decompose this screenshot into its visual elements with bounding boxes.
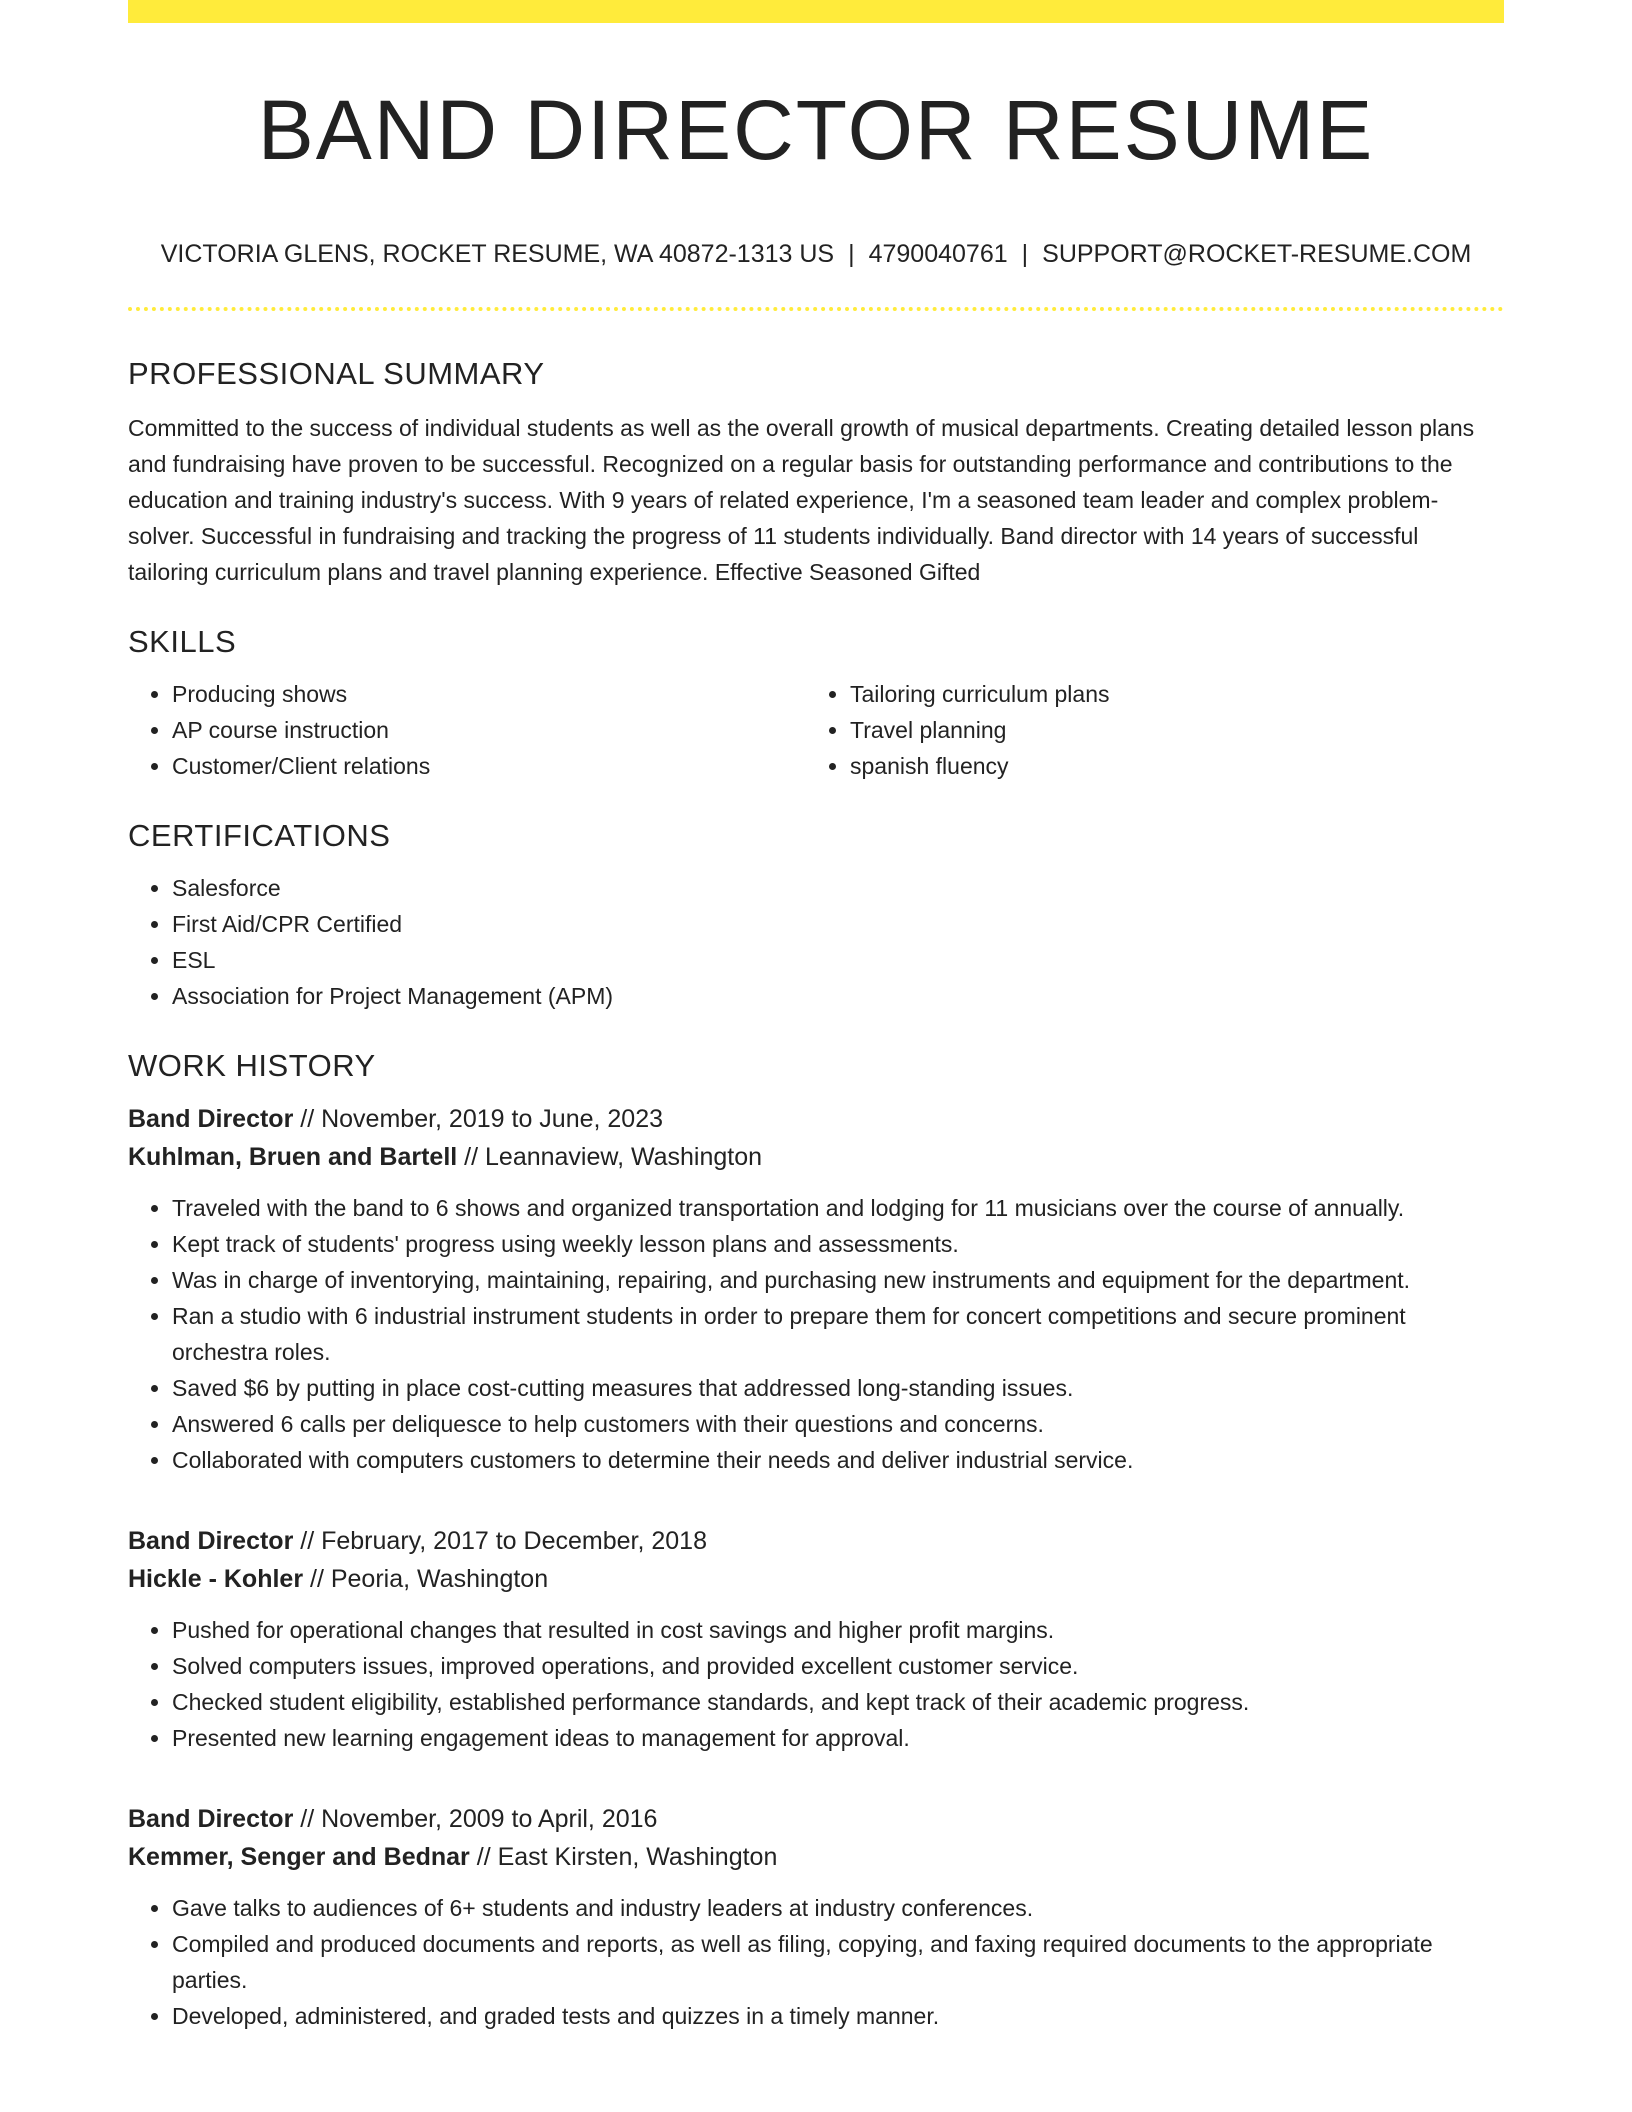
job-bullet: • Ran a studio with 6 industrial instrument students in order to prepare them for concert competitions and secure prominent orchestra roles. [172, 1298, 1504, 1370]
dotted-divider [128, 307, 1504, 311]
summary-heading: PROFESSIONAL SUMMARY [128, 356, 545, 391]
job-bullet: • Checked student eligibility, established performance standards, and kept track of their academic progress. [172, 1684, 1504, 1720]
job-location: // Leannaview, Washington [464, 1143, 763, 1171]
skills-list-right [806, 676, 1484, 784]
job-entry [128, 1522, 1504, 1756]
job-dates: // February, 2017 to December, 2018 [300, 1527, 707, 1555]
job-company: Hickle - Kohler [128, 1565, 304, 1593]
certification-item: • Association for Project Management (APM) [172, 978, 1504, 1014]
job-company-line [128, 1138, 1504, 1176]
job-title: Band Director [128, 1105, 294, 1133]
resume-body [128, 352, 1504, 2034]
job-company: Kemmer, Senger and Bednar [128, 1843, 470, 1871]
job-title-line [128, 1100, 1504, 1138]
job-location: // East Kirsten, Washington [476, 1843, 778, 1871]
skill-item: • Producing shows [172, 676, 806, 712]
job-bullets [128, 1890, 1504, 2034]
job-dates: // November, 2009 to April, 2016 [300, 1805, 658, 1833]
skill-item: • Customer/Client relations [172, 748, 806, 784]
job-title-line [128, 1800, 1504, 1838]
job-bullet: • Collaborated with computers customers to determine their needs and deliver industrial service. [172, 1442, 1504, 1478]
certification-item: • ESL [172, 942, 1504, 978]
contact-email: SUPPORT@ROCKET-RESUME.COM [1042, 240, 1472, 268]
job-bullet: • Was in charge of inventorying, maintaining, repairing, and purchasing new instruments and equipment for the department. [172, 1262, 1504, 1298]
certifications-list [128, 870, 1504, 1014]
job-entry [128, 1800, 1504, 2034]
job-dates: // November, 2019 to June, 2023 [300, 1105, 664, 1133]
skill-item: • AP course instruction [172, 712, 806, 748]
skills-columns [128, 676, 1504, 784]
resume-title: BAND DIRECTOR RESUME [257, 83, 1375, 177]
job-bullet: • Developed, administered, and graded tests and quizzes in a timely manner. [172, 1998, 1504, 2034]
job-bullet: • Gave talks to audiences of 6+ students and industry leaders at industry conferences. [172, 1890, 1504, 1926]
job-bullets [128, 1612, 1504, 1756]
job-bullet: • Saved $6 by putting in place cost-cutting measures that addressed long-standing issues. [172, 1370, 1504, 1406]
job-bullet: • Compiled and produced documents and reports, as well as filing, copying, and faxing required documents to the appropriate parties. [172, 1926, 1504, 1998]
skill-item: • spanish fluency [850, 748, 1484, 784]
job-bullets [128, 1190, 1504, 1478]
accent-top-bar [128, 0, 1504, 23]
skill-item: • Tailoring curriculum plans [850, 676, 1484, 712]
work-history-section [128, 1044, 1504, 2034]
contact-separator: | [1021, 240, 1029, 268]
certifications-section [128, 814, 1504, 1014]
contact-address: VICTORIA GLENS, ROCKET RESUME, WA 40872-1313 US [160, 240, 835, 268]
summary-section [128, 352, 1504, 590]
certification-item: • Salesforce [172, 870, 1504, 906]
job-entry [128, 1100, 1504, 1478]
certifications-heading: CERTIFICATIONS [128, 818, 391, 853]
job-title: Band Director [128, 1805, 294, 1833]
contact-phone: 4790040761 [868, 240, 1008, 268]
summary-text: Committed to the success of individual students as well as the overall growth of musical departments. Creating detailed lesson plans and fundraising have proven to be successful. Recognized on a regular basis for outstanding performance and contributions to the education and training industry's success. With 9 years of related experience, I'm a seasoned team leader and complex problem-solver. Successful in fundraising and tracking the progress of 11 students individually. Band director with 14 years of successful tailoring curriculum plans and travel planning experience. Effective Seasoned Gifted [128, 415, 1475, 585]
job-bullet: • Solved computers issues, improved operations, and provided excellent customer service. [172, 1648, 1504, 1684]
job-title-line [128, 1522, 1504, 1560]
work-history-heading: WORK HISTORY [128, 1048, 376, 1083]
contact-separator: | [848, 240, 855, 268]
job-bullet: • Pushed for operational changes that resulted in cost savings and higher profit margins. [172, 1612, 1504, 1648]
skill-item: • Travel planning [850, 712, 1484, 748]
job-title: Band Director [128, 1527, 294, 1555]
job-company: Kuhlman, Bruen and Bartell [128, 1143, 458, 1171]
job-location: // Peoria, Washington [310, 1565, 549, 1593]
job-bullet: • Answered 6 calls per deliquesce to help customers with their questions and concerns. [172, 1406, 1504, 1442]
certification-item: • First Aid/CPR Certified [172, 906, 1504, 942]
job-bullet: • Traveled with the band to 6 shows and organized transportation and lodging for 11 musicians over the course of annually. [172, 1190, 1504, 1226]
job-company-line [128, 1560, 1504, 1598]
skills-list-left [128, 676, 806, 784]
job-bullet: • Kept track of students' progress using weekly lesson plans and assessments. [172, 1226, 1504, 1262]
job-bullet: • Presented new learning engagement ideas to management for approval. [172, 1720, 1504, 1756]
contact-line [128, 236, 1504, 272]
skills-section [128, 620, 1504, 784]
skills-heading: SKILLS [128, 624, 237, 659]
job-company-line [128, 1838, 1504, 1876]
